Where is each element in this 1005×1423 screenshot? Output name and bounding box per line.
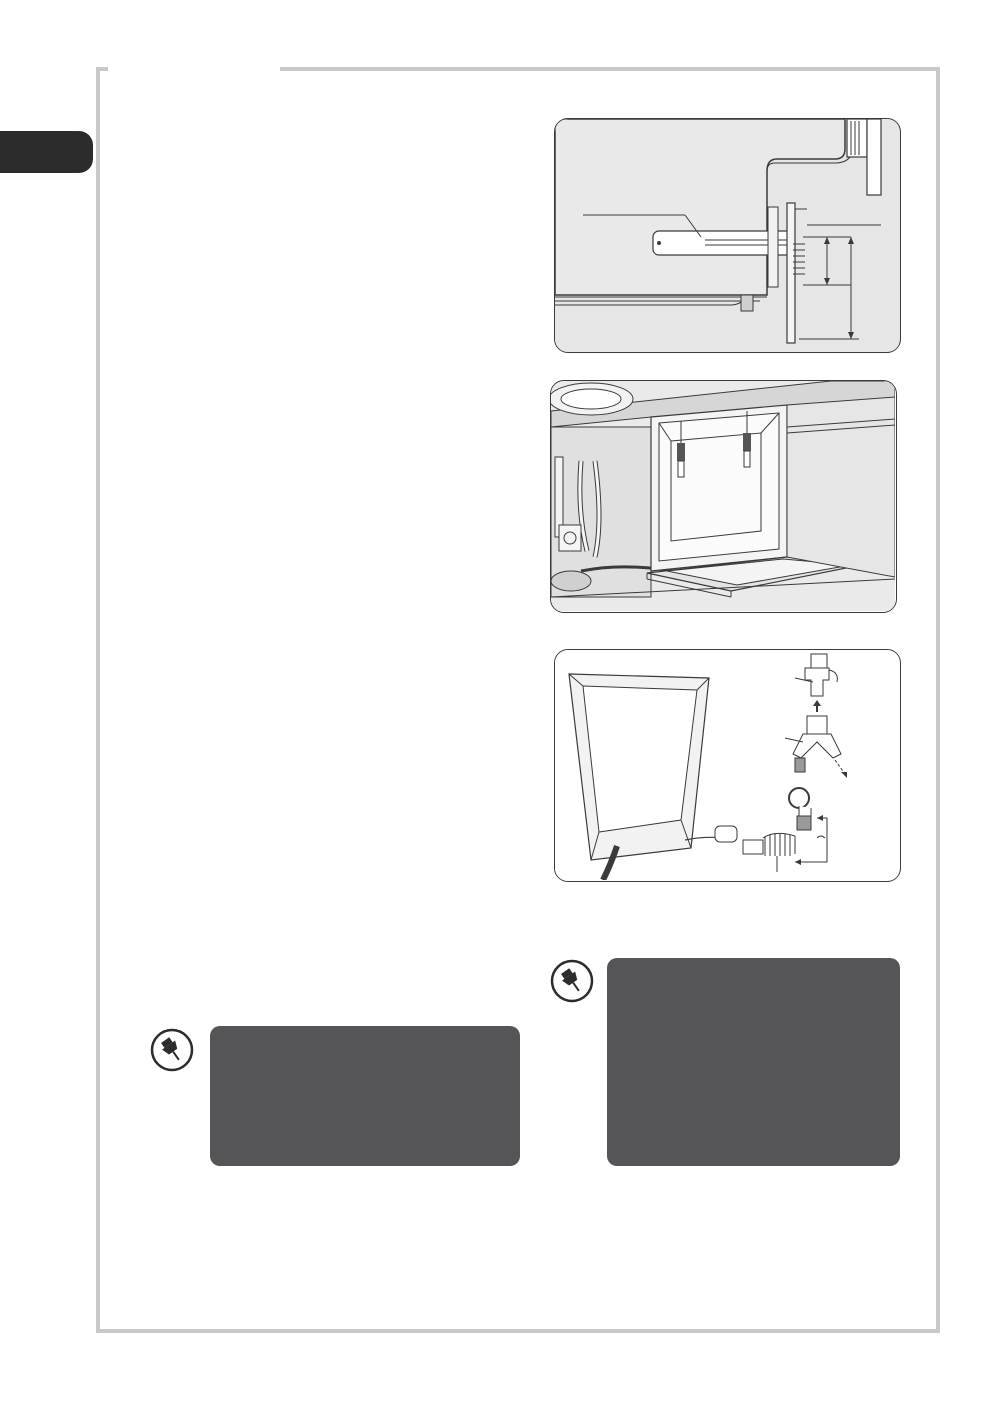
- hose-connection-figure: [554, 649, 901, 882]
- installation-figure: [550, 380, 897, 613]
- right-note: [607, 958, 900, 1166]
- foot-height-adjustment-illustration: [555, 119, 899, 351]
- cabinet-installation-illustration: [551, 381, 895, 611]
- section-tab: [0, 131, 93, 173]
- water-hose-connection-illustration: [555, 650, 899, 880]
- pin-icon: [550, 959, 594, 1003]
- adjustment-figure: [554, 118, 901, 353]
- pin-icon: [150, 1028, 194, 1072]
- left-note: [210, 1026, 520, 1166]
